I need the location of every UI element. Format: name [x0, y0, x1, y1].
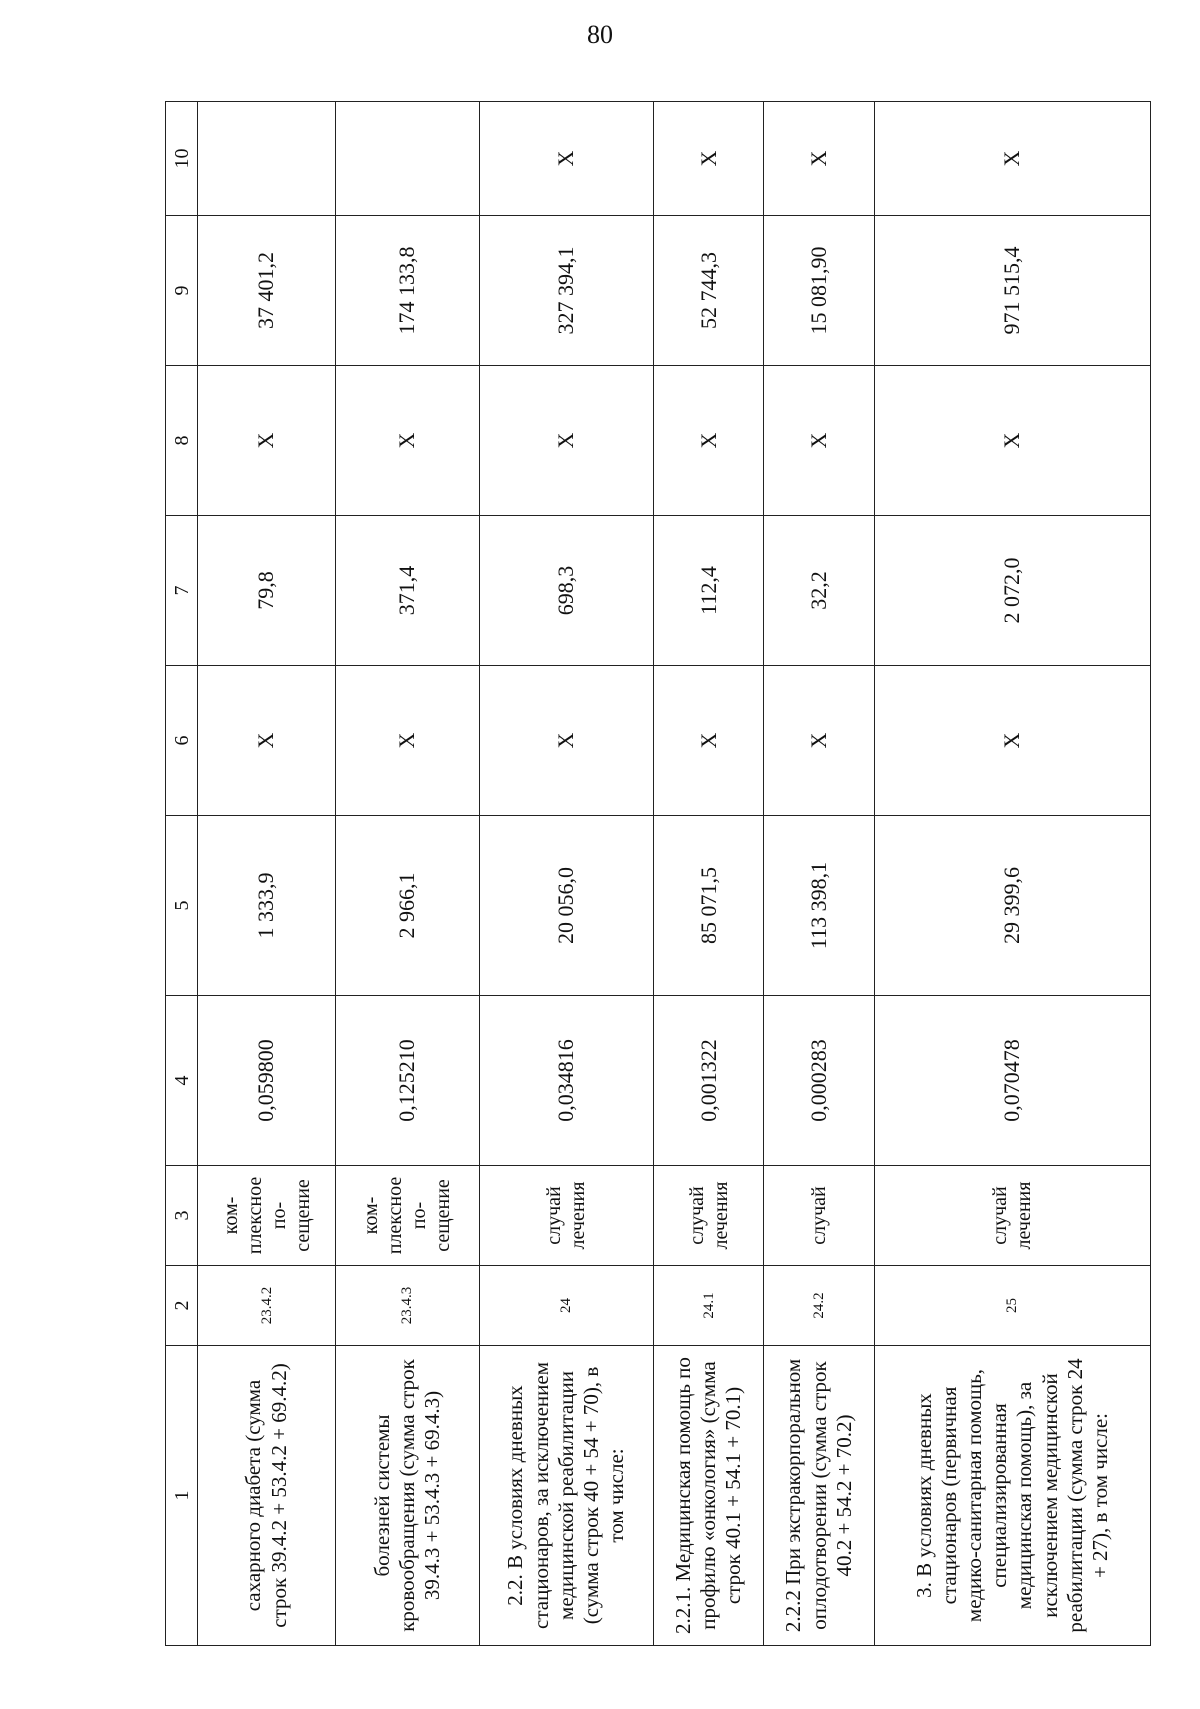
row-code-cell: 25: [874, 1266, 1150, 1346]
row-name-cell: болезней системы кровообращения (сумма строк 39.4.3 + 53.4.3 + 69.4.3): [336, 1346, 480, 1646]
value-cell: X: [336, 666, 480, 816]
value-cell: 29 399,6: [874, 816, 1150, 996]
row-name-cell: 2.2.1. Медицинская помощь по профилю «онкология» (сумма строк 40.1 + 54.1 + 70.1): [654, 1346, 764, 1646]
column-header: 3: [166, 1166, 198, 1266]
value-cell: 2 072,0: [874, 516, 1150, 666]
value-cell: 698,3: [479, 516, 653, 666]
value-cell: X: [764, 102, 874, 216]
value-cell: [336, 102, 480, 216]
value-cell: X: [198, 666, 336, 816]
value-cell: X: [874, 666, 1150, 816]
unit-cell: случай лечения: [654, 1166, 764, 1266]
value-cell: X: [764, 366, 874, 516]
data-table: [165, 101, 1151, 1646]
value-cell: 32,2: [764, 516, 874, 666]
value-cell: 2 966,1: [336, 816, 480, 996]
table-row: [198, 102, 336, 1646]
table-row: [479, 102, 653, 1646]
value-cell: X: [874, 366, 1150, 516]
value-cell: 112,4: [654, 516, 764, 666]
row-code-cell: 24.2: [764, 1266, 874, 1346]
rotated-table-wrapper: [165, 102, 1151, 1646]
value-cell: 79,8: [198, 516, 336, 666]
value-cell: X: [654, 666, 764, 816]
row-code-cell: 23.4.3: [336, 1266, 480, 1346]
unit-cell: ком-плексное по-сещение: [198, 1166, 336, 1266]
table-row: [336, 102, 480, 1646]
value-cell: 371,4: [336, 516, 480, 666]
value-cell: 327 394,1: [479, 216, 653, 366]
value-cell: 113 398,1: [764, 816, 874, 996]
value-cell: X: [654, 102, 764, 216]
column-header: 4: [166, 996, 198, 1166]
row-name-cell: 2.2.2 При экстракорпоральном оплодотворении (сумма строк 40.2 + 54.2 + 70.2): [764, 1346, 874, 1646]
value-cell: 0,034816: [479, 996, 653, 1166]
value-cell: 0,001322: [654, 996, 764, 1166]
table-row: [654, 102, 764, 1646]
value-cell: 52 744,3: [654, 216, 764, 366]
page-number: 80: [587, 20, 613, 49]
value-cell: 1 333,9: [198, 816, 336, 996]
unit-cell: случай лечения: [874, 1166, 1150, 1266]
row-code-cell: 24.1: [654, 1266, 764, 1346]
value-cell: X: [198, 366, 336, 516]
unit-cell: ком-плексное по-сещение: [336, 1166, 480, 1266]
value-cell: 37 401,2: [198, 216, 336, 366]
value-cell: X: [479, 666, 653, 816]
row-name-cell: 2.2. В условиях дневных стационаров, за исключением медицинской реабилитации (сумма строк 40 + 54 + 70), в том числе:: [479, 1346, 653, 1646]
value-cell: X: [764, 666, 874, 816]
value-cell: 0,070478: [874, 996, 1150, 1166]
value-cell: 0,125210: [336, 996, 480, 1166]
column-header: 6: [166, 666, 198, 816]
row-name-cell: 3. В условиях дневных стационаров (первичная медико-санитарная помощь, специализированная медицинская помощь), за исключением медицинской реабилитации (сумма строк 24 + 27), в том числе:: [874, 1346, 1150, 1646]
column-header: 10: [166, 102, 198, 216]
row-code-cell: 23.4.2: [198, 1266, 336, 1346]
column-header: 1: [166, 1346, 198, 1646]
value-cell: 0,059800: [198, 996, 336, 1166]
row-name-cell: сахарного диабета (сумма строк 39.4.2 + 53.4.2 + 69.4.2): [198, 1346, 336, 1646]
value-cell: 174 133,8: [336, 216, 480, 366]
column-header: 2: [166, 1266, 198, 1346]
value-cell: 20 056,0: [479, 816, 653, 996]
column-header: 8: [166, 366, 198, 516]
value-cell: 85 071,5: [654, 816, 764, 996]
table-row: [764, 102, 874, 1646]
value-cell: X: [874, 102, 1150, 216]
value-cell: X: [654, 366, 764, 516]
value-cell: 0,000283: [764, 996, 874, 1166]
value-cell: X: [336, 366, 480, 516]
column-header: 9: [166, 216, 198, 366]
value-cell: X: [479, 102, 653, 216]
header-row: [166, 102, 198, 1646]
value-cell: X: [479, 366, 653, 516]
unit-cell: случай лечения: [479, 1166, 653, 1266]
column-header: 5: [166, 816, 198, 996]
table-row: [874, 102, 1150, 1646]
column-header: 7: [166, 516, 198, 666]
value-cell: 15 081,90: [764, 216, 874, 366]
unit-cell: случай: [764, 1166, 874, 1266]
value-cell: [198, 102, 336, 216]
value-cell: 971 515,4: [874, 216, 1150, 366]
row-code-cell: 24: [479, 1266, 653, 1346]
